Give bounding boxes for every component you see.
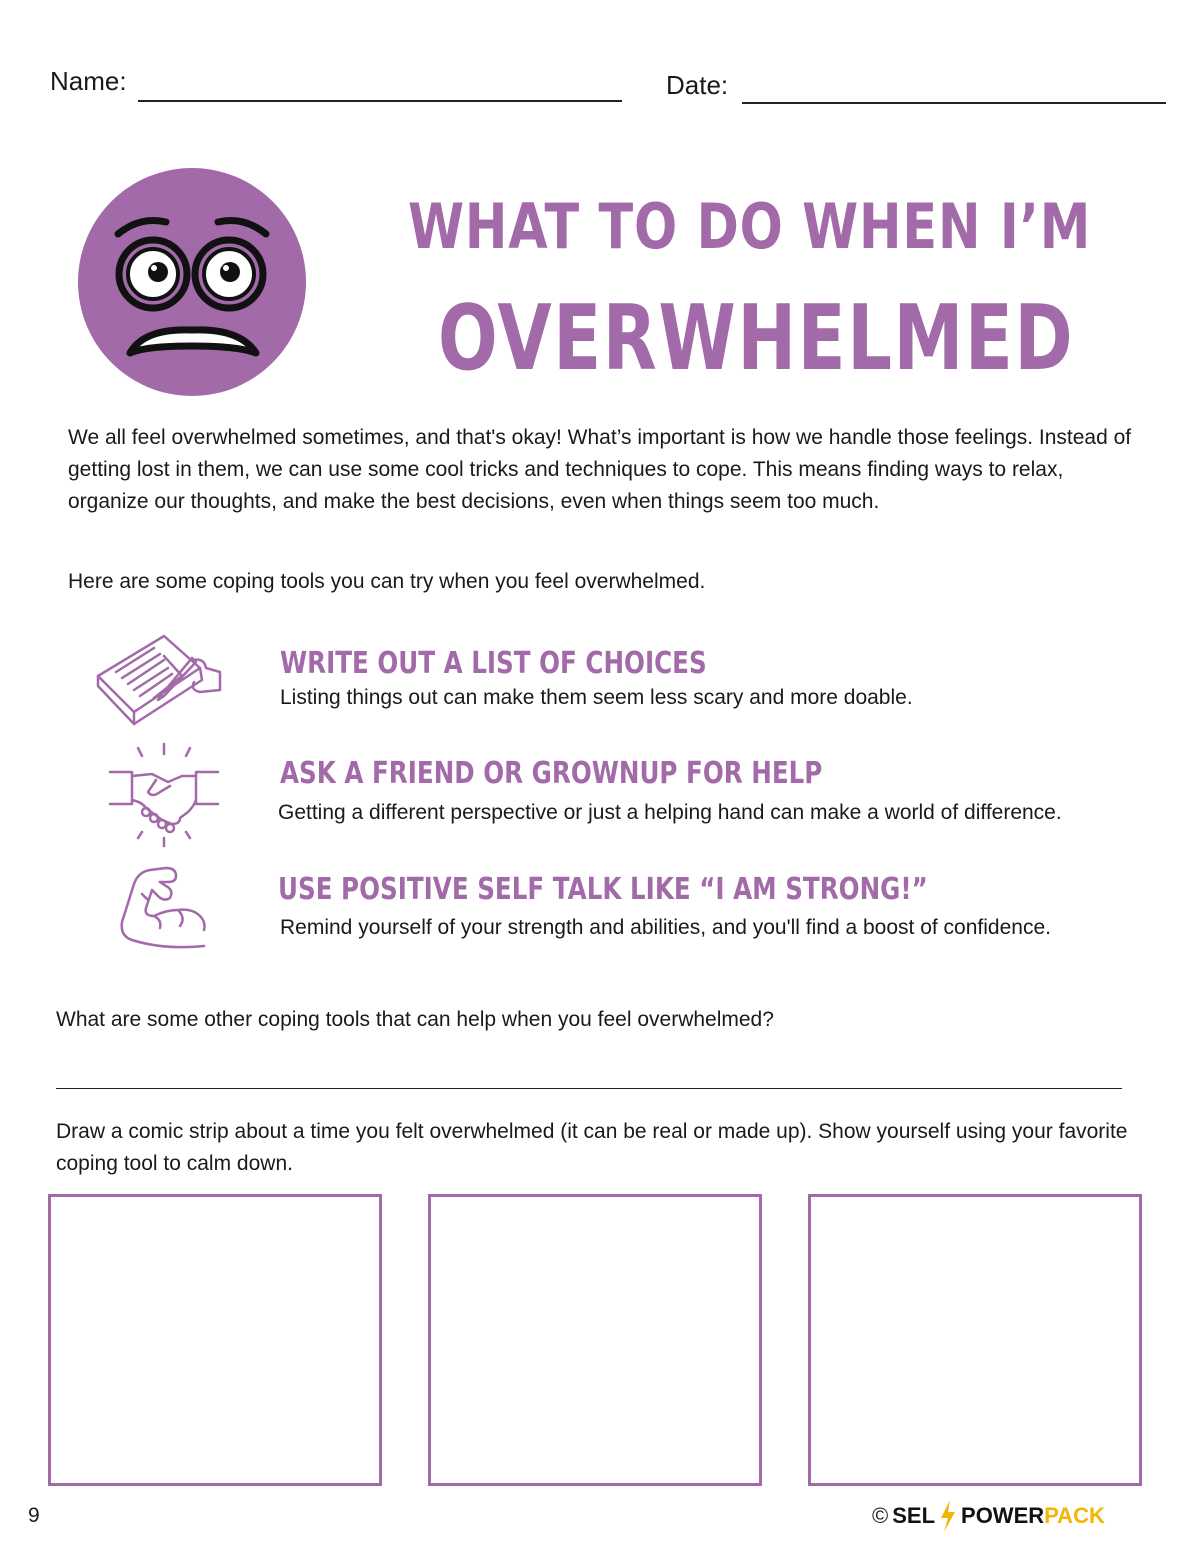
name-label: Name:	[50, 66, 127, 96]
comic-panel-2[interactable]	[428, 1194, 762, 1486]
comic-panel-1[interactable]	[48, 1194, 382, 1486]
copyright-symbol: ©	[872, 1503, 889, 1528]
date-line[interactable]	[742, 102, 1166, 104]
notebook-writing-icon	[94, 628, 224, 738]
intro-lead: Here are some coping tools you can try when you feel overwhelmed.	[68, 570, 706, 593]
tool-title-list: WRITE OUT A LIST OF CHOICES	[280, 646, 707, 681]
page-title-line2: OVERWHELMED	[438, 286, 1075, 391]
page-title-line1: WHAT TO DO WHEN I’M	[408, 190, 1092, 263]
tool-desc-list: Listing things out can make them seem less scary and more doable.	[280, 686, 913, 709]
overwhelmed-face-icon	[78, 168, 306, 396]
tool-desc-selftalk: Remind yourself of your strength and abilities, and you'll find a boost of confidence.	[280, 916, 1051, 939]
brand-pack: PACK	[1044, 1503, 1105, 1528]
lightning-bolt-icon	[939, 1500, 957, 1532]
comic-panel-3[interactable]	[808, 1194, 1142, 1486]
tool-title-help: ASK A FRIEND OR GROWNUP FOR HELP	[280, 756, 823, 791]
tool-desc-help: Getting a different perspective or just a helping hand can make a world of difference.	[278, 801, 1062, 824]
brand-power: POWER	[961, 1503, 1045, 1528]
name-line[interactable]	[138, 100, 622, 102]
brand-sel: SEL	[892, 1503, 936, 1528]
tool-title-selftalk: USE POSITIVE SELF TALK LIKE “I AM STRONG!”	[278, 872, 928, 907]
flexed-arm-icon	[104, 860, 234, 970]
question-text: What are some other coping tools that can help when you feel overwhelmed?	[56, 1008, 774, 1031]
comic-prompt: Draw a comic strip about a time you felt overwhelmed (it can be real or made up). Show yourself using your favorite coping tool to calm down.	[56, 1120, 1128, 1175]
answer-line[interactable]	[56, 1088, 1122, 1089]
page-number: 9	[28, 1504, 40, 1527]
brand-logo	[872, 1500, 1105, 1532]
date-label: Date:	[666, 70, 729, 100]
intro-paragraph: We all feel overwhelmed sometimes, and that's okay! What’s important is how we handle those feelings. Instead of getting lost in them, we can use some cool tricks and techniques to cope. This means finding ways to relax, organize our thoughts, and make the best decisions, even when things seem too much.	[68, 426, 1132, 513]
handshake-icon	[102, 742, 232, 852]
